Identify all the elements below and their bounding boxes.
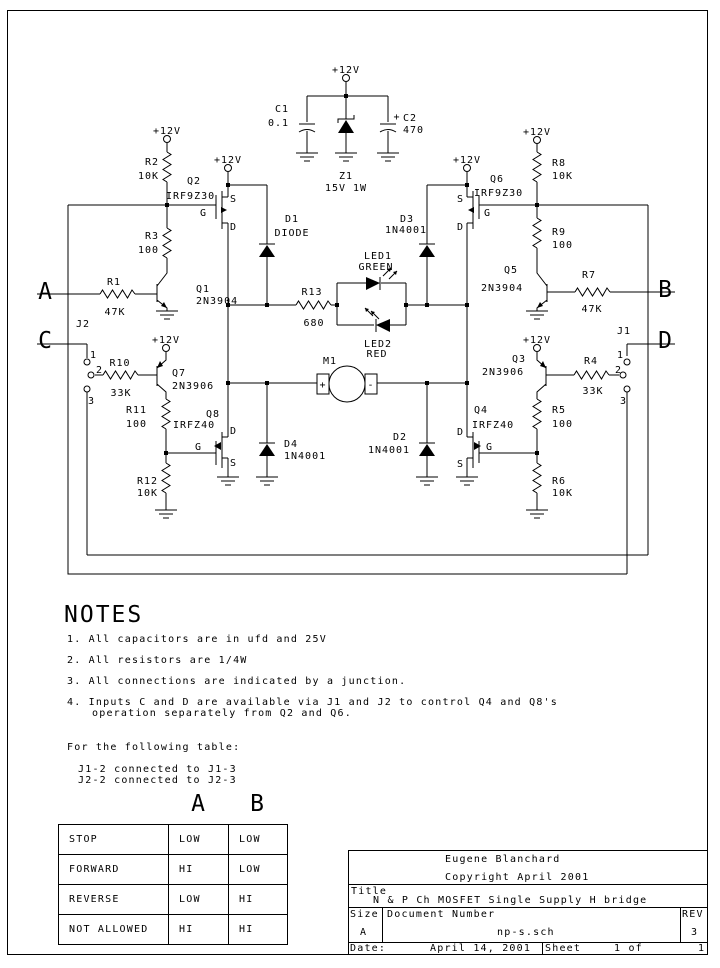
r7-ref: R7 bbox=[581, 270, 597, 281]
d1-ref: D1 bbox=[284, 214, 300, 225]
r13-ref: R13 bbox=[301, 287, 323, 298]
sheet-of: 1 of bbox=[614, 943, 643, 954]
q7-ref: Q7 bbox=[172, 368, 187, 379]
m1-minus: - bbox=[367, 380, 375, 391]
j1-pin3: 3 bbox=[620, 396, 628, 407]
d1-value: DIODE bbox=[274, 228, 310, 239]
q8-value: IRFZ40 bbox=[173, 420, 216, 431]
size-label: Size bbox=[350, 909, 379, 920]
m1-plus: + bbox=[319, 380, 327, 391]
port-d: D bbox=[658, 328, 672, 354]
cell-b: HI bbox=[229, 915, 288, 945]
q5-ref: Q5 bbox=[504, 265, 519, 276]
j1-ref: J1 bbox=[617, 326, 632, 337]
led1-ref: LED1 bbox=[363, 251, 393, 262]
title-block-divider bbox=[348, 907, 708, 908]
r9-value: 100 bbox=[552, 240, 574, 251]
q8-pin-g: G bbox=[195, 442, 203, 453]
r2-value: 10K bbox=[137, 171, 159, 182]
truth-table bbox=[58, 824, 288, 945]
q6-pin-d: D bbox=[456, 222, 464, 233]
cell-a: LOW bbox=[169, 825, 229, 855]
port-c: C bbox=[38, 328, 52, 354]
vcc-label: +12V bbox=[452, 155, 482, 166]
z1-ref: Z1 bbox=[338, 171, 354, 182]
r6-value: 10K bbox=[552, 488, 574, 499]
cell-a: HI bbox=[169, 915, 229, 945]
d3-value: 1N4001 bbox=[384, 225, 428, 236]
q4-ref: Q4 bbox=[474, 405, 489, 416]
r11-value: 100 bbox=[125, 419, 147, 430]
r3-ref: R3 bbox=[144, 231, 159, 242]
j1-pin1: 1 bbox=[616, 350, 624, 361]
j2-pin2: 2 bbox=[96, 365, 104, 376]
c2-value: 470 bbox=[403, 125, 425, 136]
m1-ref: M1 bbox=[322, 356, 338, 367]
c1-ref: C1 bbox=[274, 104, 289, 115]
c2-ref: C2 bbox=[403, 113, 418, 124]
q5-value: 2N3904 bbox=[481, 283, 524, 294]
r8-ref: R8 bbox=[552, 158, 567, 169]
q7-value: 2N3906 bbox=[172, 381, 215, 392]
q8-ref: Q8 bbox=[206, 409, 221, 420]
q6-pin-s: S bbox=[456, 194, 464, 205]
cell-a: LOW bbox=[169, 885, 229, 915]
rev-value: 3 bbox=[691, 927, 699, 938]
notes-heading: NOTES bbox=[64, 602, 144, 628]
vcc-label: +12V bbox=[213, 155, 243, 166]
q4-pin-g: G bbox=[486, 442, 494, 453]
r6-ref: R6 bbox=[552, 476, 567, 487]
r12-value: 10K bbox=[136, 488, 158, 499]
note-item: 3. All connections are indicated by a junction. bbox=[67, 676, 407, 687]
note-item: 4. Inputs C and D are available via J1 and J2 to control Q4 and Q8's bbox=[67, 697, 558, 708]
cell-a: HI bbox=[169, 855, 229, 885]
q8-pin-d: D bbox=[230, 426, 238, 437]
port-b: B bbox=[658, 277, 672, 303]
title-block-divider bbox=[348, 884, 708, 885]
truth-table-header-a: A bbox=[191, 791, 205, 817]
page-border bbox=[7, 10, 708, 955]
q4-value: IRFZ40 bbox=[472, 420, 515, 431]
vcc-label: +12V bbox=[152, 126, 182, 137]
document-number-label: Document Number bbox=[387, 909, 496, 920]
q2-pin-g: G bbox=[200, 208, 208, 219]
note-item: 1. All capacitors are in ufd and 25V bbox=[67, 634, 327, 645]
table-row bbox=[59, 885, 288, 915]
vcc-label: +12V bbox=[522, 127, 552, 138]
sheet-label: Sheet bbox=[545, 943, 582, 954]
q8-pin-s: S bbox=[230, 458, 238, 469]
q6-ref: Q6 bbox=[490, 174, 505, 185]
j1-pin2: 2 bbox=[614, 365, 622, 376]
vcc-label: +12V bbox=[331, 65, 361, 76]
cell-b: LOW bbox=[229, 825, 288, 855]
r12-ref: R12 bbox=[136, 476, 158, 487]
r11-ref: R11 bbox=[125, 405, 147, 416]
led2-value: RED bbox=[366, 349, 388, 360]
r10-value: 33K bbox=[110, 388, 132, 399]
q6-pin-g: G bbox=[484, 208, 492, 219]
r2-ref: R2 bbox=[144, 157, 159, 168]
title-block-divider bbox=[382, 907, 383, 942]
r5-value: 100 bbox=[552, 419, 574, 430]
port-a: A bbox=[38, 279, 52, 305]
d4-ref: D4 bbox=[284, 439, 299, 450]
title-label: Title bbox=[351, 886, 388, 897]
c2-polarity: + bbox=[393, 112, 401, 123]
r13-value: 680 bbox=[303, 318, 325, 329]
q1-value: 2N3904 bbox=[196, 296, 239, 307]
title-block-divider bbox=[680, 907, 681, 942]
title-block-divider bbox=[542, 942, 543, 955]
vcc-label: +12V bbox=[522, 335, 552, 346]
c1-value: 0.1 bbox=[267, 118, 289, 129]
note-item: 2. All resistors are 1/4W bbox=[67, 655, 248, 666]
q3-ref: Q3 bbox=[512, 354, 527, 365]
row-label: NOT ALLOWED bbox=[59, 915, 169, 945]
led1-value: GREEN bbox=[358, 262, 394, 273]
row-label: FORWARD bbox=[59, 855, 169, 885]
row-label: STOP bbox=[59, 825, 169, 855]
r1-ref: R1 bbox=[106, 277, 122, 288]
q3-value: 2N3906 bbox=[482, 367, 525, 378]
cell-b: HI bbox=[229, 885, 288, 915]
d2-value: 1N4001 bbox=[367, 445, 411, 456]
table-row bbox=[59, 855, 288, 885]
author: Eugene Blanchard bbox=[445, 854, 561, 865]
q2-pin-d: D bbox=[230, 222, 238, 233]
j2-pin3: 3 bbox=[88, 396, 96, 407]
q2-value: IRF9Z30 bbox=[166, 191, 216, 202]
table-row bbox=[59, 825, 288, 855]
j2-pin1: 1 bbox=[90, 350, 98, 361]
truth-table-header-b: B bbox=[250, 791, 264, 817]
r10-ref: R10 bbox=[109, 358, 131, 369]
q4-pin-d: D bbox=[456, 427, 464, 438]
table-intro: For the following table: bbox=[67, 742, 241, 753]
cell-b: LOW bbox=[229, 855, 288, 885]
q2-pin-s: S bbox=[230, 194, 238, 205]
rev-label: REV bbox=[682, 909, 704, 920]
date-label: Date: bbox=[350, 943, 387, 954]
j2-ref: J2 bbox=[76, 319, 91, 330]
r4-value: 33K bbox=[582, 386, 604, 397]
r4-ref: R4 bbox=[583, 356, 599, 367]
r1-value: 47K bbox=[104, 307, 126, 318]
size-value: A bbox=[360, 927, 368, 938]
r5-ref: R5 bbox=[552, 405, 567, 416]
led2-ref: LED2 bbox=[363, 339, 393, 350]
jumper-config-1: J1-2 connected to J1-3 bbox=[78, 764, 237, 775]
r9-ref: R9 bbox=[552, 227, 567, 238]
q2-ref: Q2 bbox=[187, 176, 202, 187]
date-value: April 14, 2001 bbox=[430, 943, 532, 954]
r7-value: 47K bbox=[581, 304, 603, 315]
q6-value: IRF9Z30 bbox=[474, 188, 524, 199]
d2-ref: D2 bbox=[392, 432, 408, 443]
vcc-label: +12V bbox=[151, 335, 181, 346]
q4-pin-s: S bbox=[456, 459, 464, 470]
d4-value: 1N4001 bbox=[284, 451, 327, 462]
sheet-number: 1 bbox=[698, 943, 706, 954]
table-row bbox=[59, 915, 288, 945]
row-label: REVERSE bbox=[59, 885, 169, 915]
q1-ref: Q1 bbox=[196, 284, 211, 295]
document-title: N & P Ch MOSFET Single Supply H bridge bbox=[373, 895, 648, 906]
z1-value: 15V 1W bbox=[324, 183, 368, 194]
r8-value: 10K bbox=[552, 171, 574, 182]
r3-value: 100 bbox=[137, 245, 159, 256]
copyright: Copyright April 2001 bbox=[445, 872, 590, 883]
d3-ref: D3 bbox=[399, 214, 415, 225]
jumper-config-2: J2-2 connected to J2-3 bbox=[78, 775, 237, 786]
note-item-continuation: operation separately from Q2 and Q6. bbox=[92, 708, 352, 719]
document-number: np-s.sch bbox=[497, 927, 555, 938]
